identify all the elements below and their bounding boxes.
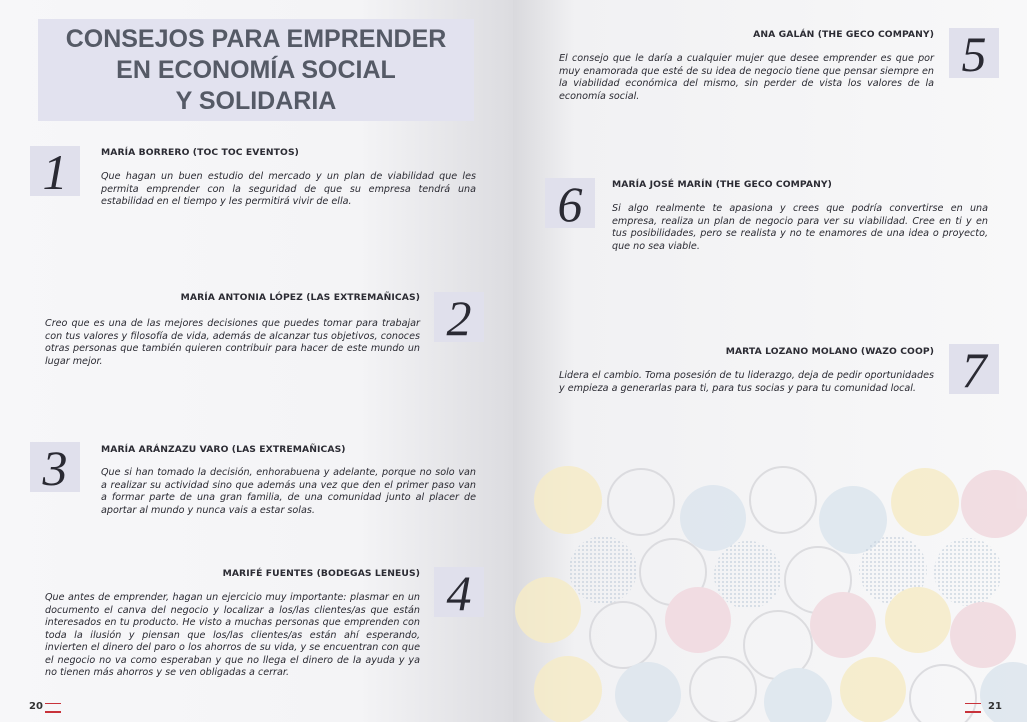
tip-text-7: Lidera el cambio. Toma posesión de tu liderazgo, deja de pedir oportunidades y empieza a generarlas para ti, para tus socias y para tu comunidad local. [559, 370, 934, 394]
publisher-logo-right [965, 703, 981, 713]
right-page [513, 0, 1027, 722]
tip-author-6: MARÍA JOSÉ MARÍN (THE GECO COMPANY) [612, 179, 832, 190]
tip-number-4: 4 [434, 567, 484, 617]
tip-text-1: Que hagan un buen estudio del mercado y un plan de viabilidad que les permita emprender con la seguridad de que su empresa tendrá una estabilidad en el tiempo y les permitirá vivir de ella. [101, 171, 476, 207]
tip-number-1: 1 [30, 146, 80, 196]
tip-text-4: Que antes de emprender, hagan un ejercicio muy importante: plasmar en un documento el canva del negocio y localizar a los/las clientes/as que están interesados en tu producto. He visto a muchas personas que emprenden con toda la ilusión y piensan que los/las clientes/as están ahí esperando, invierten el dinero del paro o los ahorros de su vida, y se encuentran con que el negocio no va como esperaban y que no llega el dinero de la ayuda y ya no tienen más ahorros y se ven obligadas a cerrar. [45, 592, 420, 678]
tip-text-5: El consejo que le daría a cualquier mujer que desee emprender es que por muy enamorada que esté de su idea de negocio tiene que pensar siempre en la viabilidad económica del mismo, sin perder de vista los valores de la economía social. [559, 53, 934, 102]
publisher-logo [45, 703, 61, 713]
page-number-left: 20 [29, 701, 43, 712]
tip-text-6: Si algo realmente te apasiona y crees que podría convertirse en una empresa, realiza un plan de negocio para ver su viabilidad. Cree en ti y en tus posibilidades, pero se realista y no te enamores de una idea o proyecto, que no sea viable. [612, 203, 988, 252]
tip-text-3: Que si han tomado la decisión, enhorabuena y adelante, porque no solo van a realizar su actividad sino que además una vez que den el primer paso van a formar parte de una gran familia, de una comunidad junto al placer de aportar al mundo y nunca vais a estar solas. [101, 467, 476, 516]
tip-author-5: ANA GALÁN (THE GECO COMPANY) [753, 29, 934, 40]
tip-number-6: 6 [545, 178, 595, 228]
page-title: CONSEJOS PARA EMPRENDER EN ECONOMÍA SOCIAL Y SOLIDARIA [65, 24, 447, 115]
tip-text-2: Creo que es una de las mejores decisiones que puedes tomar para trabajar con tus valores y filosofía de vida, además de alcanzar tus objetivos, conoces otras personas que también quieren contribuir para hacer de este mundo un lugar mejor. [45, 318, 420, 367]
decorative-circles [513, 440, 1027, 722]
tip-author-2: MARÍA ANTONIA LÓPEZ (LAS EXTREMAÑICAS) [180, 292, 420, 303]
tip-number-2: 2 [434, 292, 484, 342]
tip-author-7: MARTA LOZANO MOLANO (WAZO COOP) [725, 346, 934, 357]
tip-number-5: 5 [949, 28, 999, 78]
left-page [0, 0, 513, 722]
tip-author-1: MARÍA BORRERO (TOC TOC EVENTOS) [101, 147, 299, 158]
tip-number-3: 3 [30, 442, 80, 492]
tip-author-3: MARÍA ARÁNZAZU VARO (LAS EXTREMAÑICAS) [101, 444, 346, 455]
title-box [38, 19, 474, 121]
tip-author-4: MARIFÉ FUENTES (BODEGAS LENEUS) [222, 568, 420, 579]
page-number-right: 21 [988, 701, 1002, 712]
tip-number-7: 7 [949, 344, 999, 394]
